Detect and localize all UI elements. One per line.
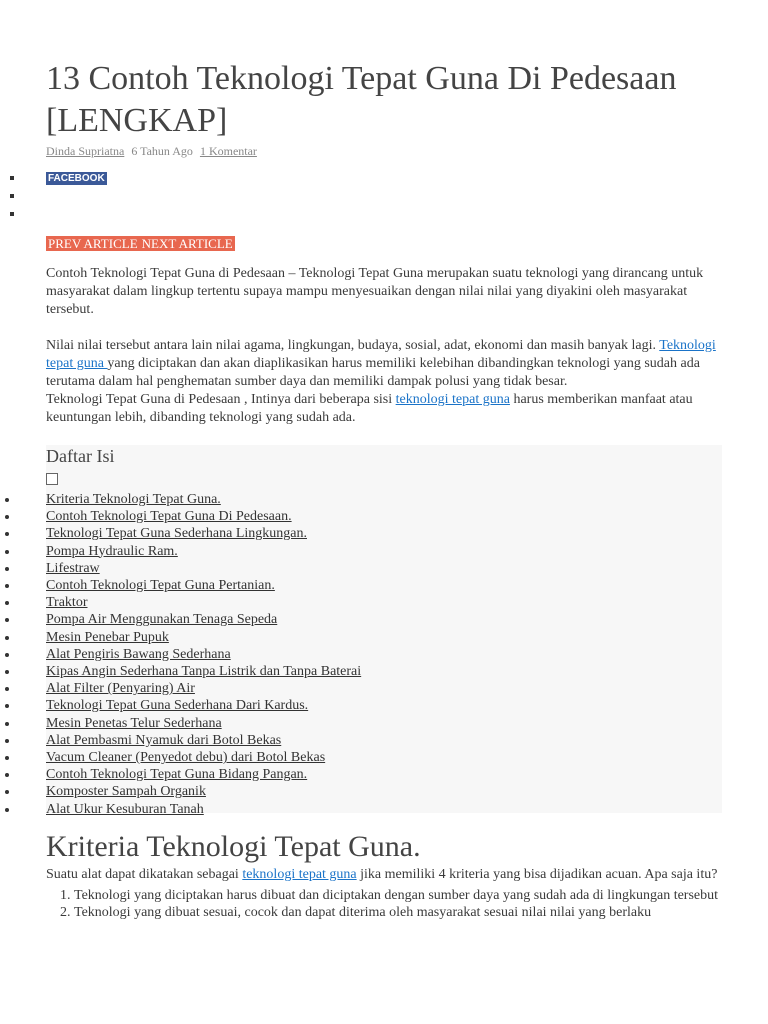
criteria-item: 2. Teknologi yang dibuat sesuai, cocok dan dapat diterima oleh masyarakat sesuai nilai nilai yang berlaku <box>74 904 722 921</box>
toc-link[interactable]: Alat Pembasmi Nyamuk dari Botol Bekas <box>46 732 282 748</box>
share-item-facebook <box>0 168 107 186</box>
toc-item <box>46 801 722 818</box>
table-of-contents <box>46 445 722 817</box>
toc-item <box>46 732 722 749</box>
toc-link[interactable]: Contoh Teknologi Tepat Guna Bidang Pangan. <box>46 767 308 783</box>
intro-link-2[interactable]: teknologi tepat guna <box>395 392 510 407</box>
article-page <box>46 0 722 920</box>
toc-link[interactable]: Pompa Air Menggunakan Tenaga Sepeda <box>46 612 278 628</box>
criteria-list <box>46 887 722 921</box>
facebook-share-button[interactable]: FACEBOOK <box>48 173 105 184</box>
article-navigation <box>46 236 235 252</box>
toc-link[interactable]: Contoh Teknologi Tepat Guna Pertanian. <box>46 578 275 594</box>
article-intro <box>46 265 722 427</box>
toc-title: Daftar Isi <box>46 446 115 466</box>
toc-link[interactable]: Traktor <box>46 595 88 611</box>
comments-link[interactable]: 1 Komentar <box>199 144 257 158</box>
toc-link[interactable]: Mesin Penebar Pupuk <box>46 629 169 645</box>
toc-item <box>46 749 722 766</box>
post-date: 6 Tahun Ago <box>131 144 193 158</box>
intro-link-1[interactable]: Teknologi tepat guna <box>46 338 716 371</box>
toc-link[interactable]: Alat Pengiris Bawang Sederhana <box>46 646 231 662</box>
toc-item <box>46 560 722 577</box>
share-list <box>0 168 107 222</box>
share-item-empty-2 <box>0 204 107 222</box>
section-body <box>46 866 722 921</box>
section-link[interactable]: teknologi tepat guna <box>242 867 357 882</box>
toc-link[interactable]: Lifestraw <box>46 560 100 576</box>
toc-link[interactable]: Alat Ukur Kesuburan Tanah <box>46 801 204 817</box>
toc-link[interactable]: Komposter Sampah Organik <box>46 784 206 800</box>
toc-item <box>46 543 722 560</box>
section-heading: Kriteria Teknologi Tepat Guna. <box>46 830 421 863</box>
toc-item <box>46 715 722 732</box>
toc-link[interactable]: Kipas Angin Sederhana Tanpa Listrik dan Tanpa Baterai <box>46 664 362 680</box>
toc-toggle-checkbox[interactable] <box>46 473 58 485</box>
article-meta <box>46 144 722 158</box>
criteria-item: 1. Teknologi yang diciptakan harus dibuat dan diciptakan dengan sumber daya yang sudah ada di lingkungan tersebut <box>74 887 722 904</box>
toc-item <box>46 766 722 783</box>
section-paragraph: Suatu alat dapat dikatakan sebagai teknologi tepat guna jika memiliki 4 kriteria yang bisa dijadikan acuan. Apa saja itu? <box>46 867 718 882</box>
toc-item <box>46 680 722 697</box>
toc-list <box>46 491 722 818</box>
toc-link[interactable]: Pompa Hydraulic Ram. <box>46 543 178 559</box>
toc-item <box>46 611 722 628</box>
toc-item <box>46 491 722 508</box>
share-item-empty-1 <box>0 186 107 204</box>
intro-paragraph-1: Contoh Teknologi Tepat Guna di Pedesaan – Teknologi Tepat Guna merupakan suatu teknologi yang dirancang untuk masyarakat dalam lingkup tertentu supaya mampu menyesuaikan dengan nilai nilai yang diyakini oleh masyarakat tersebut. <box>46 266 704 317</box>
toc-link[interactable]: Contoh Teknologi Tepat Guna Di Pedesaan. <box>46 509 292 525</box>
toc-item <box>46 663 722 680</box>
author-link[interactable]: Dinda Supriatna <box>46 144 125 158</box>
toc-item <box>46 508 722 525</box>
toc-item <box>46 577 722 594</box>
toc-item <box>46 697 722 714</box>
toc-item <box>46 525 722 542</box>
prev-article-button[interactable]: PREV ARTICLE <box>48 236 138 251</box>
intro-paragraph-3: Teknologi Tepat Guna di Pedesaan , Intinya dari beberapa sisi teknologi tepat guna harus memberikan manfaat atau keuntungan lebih, dibanding teknologi yang sudah ada. <box>46 392 693 425</box>
next-article-button[interactable]: NEXT ARTICLE <box>141 236 233 251</box>
article-title: 13 Contoh Teknologi Tepat Guna Di Pedesaan [LENGKAP] <box>46 60 677 139</box>
toc-item <box>46 594 722 611</box>
toc-link[interactable]: Kriteria Teknologi Tepat Guna. <box>46 492 221 507</box>
toc-link[interactable]: Teknologi Tepat Guna Sederhana Lingkungan. <box>46 526 307 542</box>
toc-link[interactable]: Mesin Penetas Telur Sederhana <box>46 715 222 731</box>
intro-paragraph-2: Nilai nilai tersebut antara lain nilai agama, lingkungan, budaya, sosial, adat, ekonomi dan masih banyak lagi. Teknologi tepat guna yang diciptakan dan akan diaplikasikan harus memiliki kelebihan dibandingkan teknologi yang sudah ada terutama dalam hal penghematan sumber daya dan memiliki dampak polusi yang tidak besar. <box>46 338 716 389</box>
toc-item <box>46 629 722 646</box>
toc-item <box>46 783 722 800</box>
toc-link[interactable]: Alat Filter (Penyaring) Air <box>46 681 195 697</box>
toc-item <box>46 646 722 663</box>
toc-link[interactable]: Teknologi Tepat Guna Sederhana Dari Kardus. <box>46 698 309 714</box>
toc-link[interactable]: Vacum Cleaner (Penyedot debu) dari Botol Bekas <box>46 750 326 766</box>
